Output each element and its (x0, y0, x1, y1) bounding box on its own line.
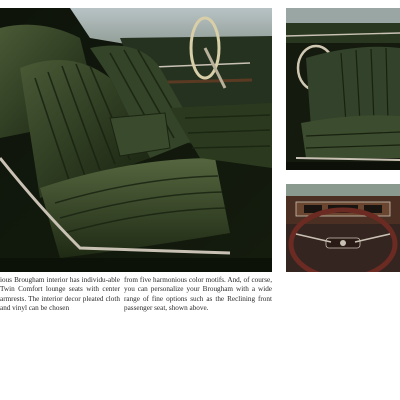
side-seats-illustration (286, 8, 400, 170)
front-seats-illustration (0, 8, 272, 272)
caption-left: ious Brougham interior has individu-able Twin Comfort lounge seats with center armrests. The interior decor pleated cloth and vinyl can be chosen (0, 276, 120, 312)
front-seats-photo (0, 8, 272, 272)
caption-right: from five harmonious color motifs. And, of course, you can personalize your Brougham with a wide range of fine options such as the Reclining front passenger seat, shown above. (124, 276, 272, 312)
dashboard-photo (286, 184, 400, 272)
side-seats-photo (286, 8, 400, 170)
dashboard-illustration (286, 184, 400, 272)
